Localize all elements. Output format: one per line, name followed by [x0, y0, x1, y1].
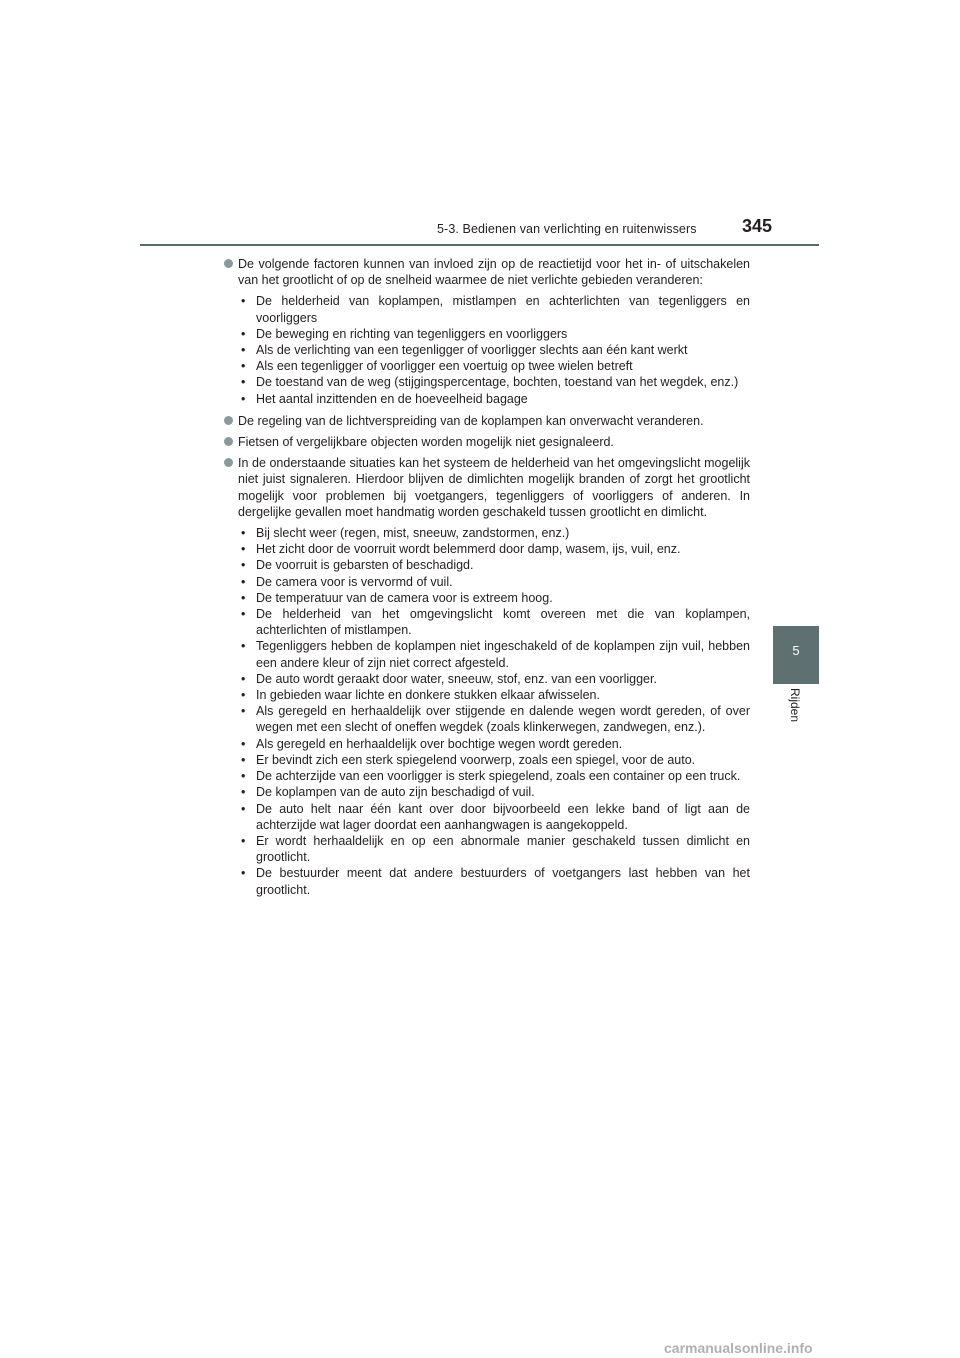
bullet-dot-icon: [224, 259, 233, 268]
list-item: [238, 703, 750, 735]
list-item: [238, 326, 750, 342]
list-item: [238, 574, 750, 590]
list-marker: •: [241, 391, 246, 406]
list-item: [238, 736, 750, 752]
list-item: [238, 342, 750, 358]
list-marker: •: [241, 590, 246, 605]
list-item: [238, 865, 750, 897]
list-item-text: Als de verlichting van een tegenligger of voorligger slechts aan één kant werkt: [256, 343, 688, 358]
list-item: [238, 784, 750, 800]
list-item-text: De koplampen van de auto zijn beschadigd of vuil.: [256, 785, 535, 800]
list-item: [238, 687, 750, 703]
list-item-text: De auto helt naar één kant over door bijvoorbeeld een lekke band of ligt aan de achterzijde wat lager doordat een aanhangwagen is aangekoppeld.: [256, 801, 750, 832]
list-marker: •: [241, 607, 246, 622]
list-item-text: De camera voor is vervormd of vuil.: [256, 574, 453, 589]
list-item: [238, 374, 750, 390]
list-item-text: De achterzijde van een voorligger is sterk spiegelend, zoals een container op een truck.: [256, 769, 741, 784]
list-item-text: In gebieden waar lichte en donkere stukken elkaar afwisselen.: [256, 688, 600, 703]
list-marker: •: [241, 769, 246, 784]
list-item: [238, 525, 750, 541]
list-item-text: De temperatuur van de camera voor is extreem hoog.: [256, 590, 553, 605]
header-rule: [140, 244, 819, 246]
list-item: [238, 541, 750, 557]
list-item: [238, 606, 750, 638]
list-item-text: De bestuurder meent dat andere bestuurders of voetgangers last hebben van het grootlicht.: [256, 866, 750, 897]
list-marker: •: [241, 688, 246, 703]
page-content: [222, 256, 750, 904]
paragraph: [222, 256, 750, 288]
list-item-text: Het zicht door de voorruit wordt belemmerd door damp, wasem, ijs, vuil, enz.: [256, 542, 681, 557]
section-title: 5-3. Bedienen van verlichting en ruitenwissers: [437, 222, 697, 236]
bullet-dot-icon: [224, 458, 233, 467]
list-item-text: Het aantal inzittenden en de hoeveelheid bagage: [256, 391, 528, 406]
bullet-dot-icon: [224, 437, 233, 446]
list-item: [238, 358, 750, 374]
list-marker: •: [241, 294, 246, 309]
list-item: [238, 801, 750, 833]
list-item: [238, 768, 750, 784]
list-item: [238, 638, 750, 670]
watermark: carmanualsonline.info: [664, 1340, 813, 1356]
list-marker: •: [241, 574, 246, 589]
list-item-text: Als een tegenligger of voorligger een voertuig op twee wielen betreft: [256, 359, 633, 374]
list-item-text: Er bevindt zich een sterk spiegelend voorwerp, zoals een spiegel, voor de auto.: [256, 752, 696, 767]
list-item: [238, 293, 750, 325]
list-item: [238, 590, 750, 606]
list-marker: •: [241, 343, 246, 358]
list-item-text: De helderheid van het omgevingslicht komt overeen met die van koplampen, achterlichten of mistlampen.: [256, 607, 750, 638]
list-item: [238, 557, 750, 573]
list-item-text: De beweging en richting van tegenliggers en voorliggers: [256, 326, 568, 341]
list-marker: •: [241, 785, 246, 800]
paragraph-text: Fietsen of vergelijkbare objecten worden mogelijk niet gesignaleerd.: [238, 435, 614, 450]
list-marker: •: [241, 359, 246, 374]
paragraph: [222, 434, 750, 450]
list-item-text: Als geregeld en herhaaldelijk over bochtige wegen wordt gereden.: [256, 736, 623, 751]
list-item: [238, 833, 750, 865]
paragraph: [222, 455, 750, 520]
paragraph-text: De regeling van de lichtverspreiding van de koplampen kan onverwacht veranderen.: [238, 413, 704, 428]
bullet-dot-icon: [224, 416, 233, 425]
list-marker: •: [241, 752, 246, 767]
chapter-number: 5: [792, 643, 800, 658]
list-item-text: Bij slecht weer (regen, mist, sneeuw, zandstormen, enz.): [256, 526, 570, 541]
list-item: [238, 752, 750, 768]
list-marker: •: [241, 526, 246, 541]
list-item-text: De auto wordt geraakt door water, sneeuw, stof, enz. van een voorligger.: [256, 671, 657, 686]
factors-list: [222, 293, 750, 406]
list-item-text: Als geregeld en herhaaldelijk over stijgende en dalende wegen wordt gereden, of over wegen met een slecht of oneffen wegdek (zoals klinkerwegen, zandwegen, enz.).: [256, 704, 750, 735]
paragraph: [222, 413, 750, 429]
list-item-text: Tegenliggers hebben de koplampen niet ingeschakeld of de koplampen zijn vuil, hebben een andere kleur of zijn niet correct afgesteld.: [256, 639, 750, 670]
list-item-text: Er wordt herhaaldelijk en op een abnormale manier geschakeld tussen dimlicht en grootlicht.: [256, 833, 750, 865]
chapter-label: Rijden: [788, 688, 802, 723]
list-item: [238, 671, 750, 687]
list-marker: •: [241, 639, 246, 654]
list-marker: •: [241, 558, 246, 573]
list-marker: •: [241, 704, 246, 719]
list-marker: •: [241, 375, 246, 390]
list-item: [238, 391, 750, 407]
situations-list: [222, 525, 750, 898]
list-marker: •: [241, 866, 246, 881]
paragraph-text: De volgende factoren kunnen van invloed zijn op de reactietijd voor het in- of uitschakelen van het grootlicht of op de snelheid waarmee de niet verlichte gebieden veranderen:: [238, 257, 750, 288]
list-item-text: De toestand van de weg (stijgingspercentage, bochten, toestand van het wegdek, enz.): [256, 375, 739, 390]
list-item-text: De voorruit is gebarsten of beschadigd.: [256, 558, 474, 573]
list-marker: •: [241, 326, 246, 341]
list-marker: •: [241, 833, 246, 848]
list-marker: •: [241, 736, 246, 751]
paragraph-text: In de onderstaande situaties kan het systeem de helderheid van het omgevingslicht mogelijk niet juist signaleren. Hierdoor blijven de dimlichten mogelijk branden of zorgt het grootlicht mogelijk voor problemen bij voetgangers, tegenliggers of voorliggers of anderen. In dergelijke gevallen moet handmatig worden geschakeld tussen grootlicht en dimlicht.: [238, 456, 750, 519]
list-item-text: De helderheid van koplampen, mistlampen en achterlichten van tegenliggers en voorliggers: [256, 294, 750, 325]
list-marker: •: [241, 801, 246, 816]
chapter-tab: [773, 626, 819, 684]
list-marker: •: [241, 671, 246, 686]
page-number: 345: [742, 216, 773, 236]
list-marker: •: [241, 542, 246, 557]
